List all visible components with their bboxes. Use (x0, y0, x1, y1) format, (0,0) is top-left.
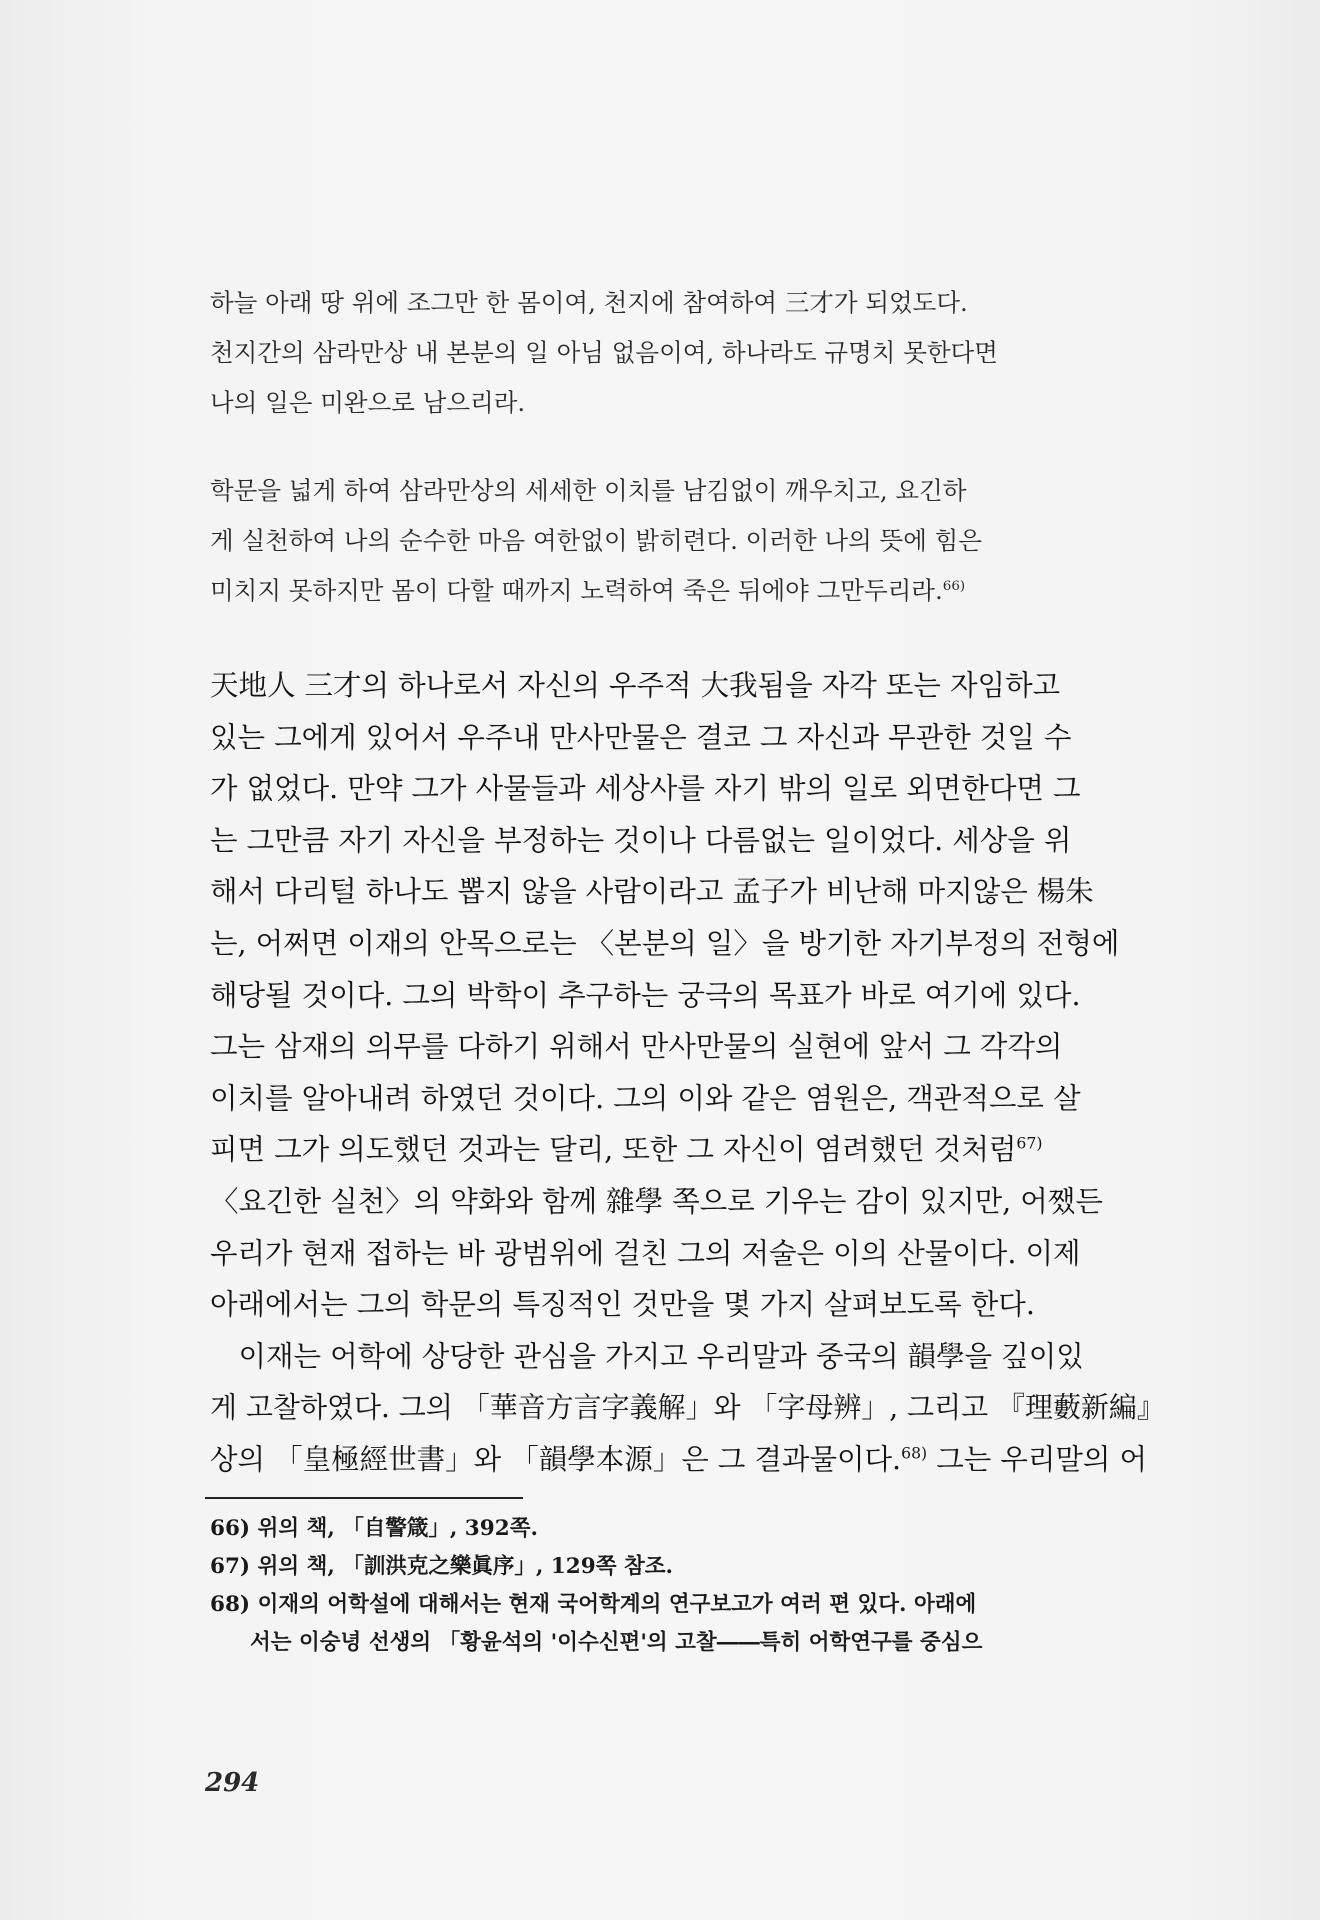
poem-1-line-3: 나의 일은 미완으로 남으리라. (210, 388, 526, 417)
footnote-ref-66: 66) (942, 577, 966, 594)
footnote-68: 68) 이재의 어학설에 대해서는 현재 국어학계의 연구보고가 여러 편 있다. 아래에 (210, 1592, 977, 1617)
footnote-67: 67) 위의 책, 「訓洪克之樂眞序」, 129쪽 참조. (210, 1554, 673, 1579)
body-line: 상의 「皇極經世書」와 「韻學本源」은 그 결과물이다.$^{68)}$ 그는 우리말의 어 (210, 1442, 1148, 1476)
poem-2-line-3: 미치지 못하지만 몸이 다할 때까지 노력하여 죽은 뒤에야 그만두리라.$^{66)}$ (210, 576, 966, 605)
body-line: 아래에서는 그의 학문의 특징적인 것만을 몇 가지 살펴보도록 한다. (210, 1288, 1035, 1322)
body-line: 그는 삼재의 의무를 다하기 위해서 만사만물의 실현에 앞서 그 각각의 (210, 1030, 1063, 1064)
poem-1-line-1: 하늘 아래 땅 위에 조그만 한 몸이여, 천지에 참여하여 三才가 되었도다. (210, 288, 968, 317)
body-line: 있는 그에게 있어서 우주내 만사만물은 결코 그 자신과 무관한 것일 수 (210, 720, 1072, 754)
body-line: 해서 다리털 하나도 뽑지 않을 사람이라고 孟子가 비난해 마지않은 楊朱 (210, 875, 1094, 909)
poem-2-line-2: 게 실천하여 나의 순수한 마음 여한없이 밝히련다. 이러한 나의 뜻에 힘은 (210, 526, 983, 555)
body-line: 피면 그가 의도했던 것과는 달리, 또한 그 자신이 염려했던 것처럼$^{67)}$ (210, 1133, 1043, 1167)
poem-quote-1 (210, 278, 1165, 428)
footnote-66: 66) 위의 책, 「自警箴」, 392쪽. (210, 1516, 538, 1541)
footnote-divider (205, 1497, 523, 1499)
body-line: 우리가 현재 접하는 바 광범위에 걸친 그의 저술은 이의 산물이다. 이제 (210, 1236, 1081, 1270)
body-line: 는 그만큼 자기 자신을 부정하는 것이나 다름없는 일이었다. 세상을 위 (210, 823, 1072, 857)
body-paragraphs (210, 660, 1165, 1486)
body-line: 가 없었다. 만약 그가 사물들과 세상사를 자기 밖의 일로 외면한다면 그 (210, 772, 1081, 806)
footnotes (210, 1510, 1165, 1662)
footnote-68-continued: 서는 이숭녕 선생의 「황윤석의 '이수신편'의 고찰――특히 어학연구를 중심으 (250, 1630, 983, 1655)
body-line: 〈요긴한 실천〉의 약화와 함께 雜學 쪽으로 기우는 감이 있지만, 어쨌든 (210, 1184, 1103, 1218)
poem-2-line-1: 학문을 넓게 하여 삼라만상의 세세한 이치를 남김없이 깨우치고, 요긴하 (210, 476, 967, 505)
poem-1-line-2: 천지간의 삼라만상 내 본분의 일 아님 없음이여, 하나라도 규명치 못한다면 (210, 338, 998, 367)
footnote-ref-67: 67) (1016, 1133, 1043, 1153)
body-line: 게 고찰하였다. 그의 「華音方言字義解」와 「字母辨」, 그리고 『理藪新編』 (210, 1391, 1165, 1425)
body-line: 이재는 어학에 상당한 관심을 가지고 우리말과 중국의 韻學을 깊이있 (210, 1339, 1084, 1373)
body-line: 天地人 三才의 하나로서 자신의 우주적 大我됨을 자각 또는 자임하고 (210, 669, 1061, 702)
body-line: 는, 어쩌면 이재의 안목으로는 〈본분의 일〉을 방기한 자기부정의 전형에 (210, 926, 1120, 960)
footnote-ref-68: 68) (901, 1443, 928, 1463)
body-line: 해당될 것이다. 그의 박학이 추구하는 궁극의 목표가 바로 여기에 있다. (210, 978, 1081, 1012)
body-line: 이치를 알아내려 하였던 것이다. 그의 이와 같은 염원은, 객관적으로 살 (210, 1081, 1081, 1115)
poem-quote-2 (210, 466, 1165, 616)
page-number: 294 (205, 1768, 260, 1798)
